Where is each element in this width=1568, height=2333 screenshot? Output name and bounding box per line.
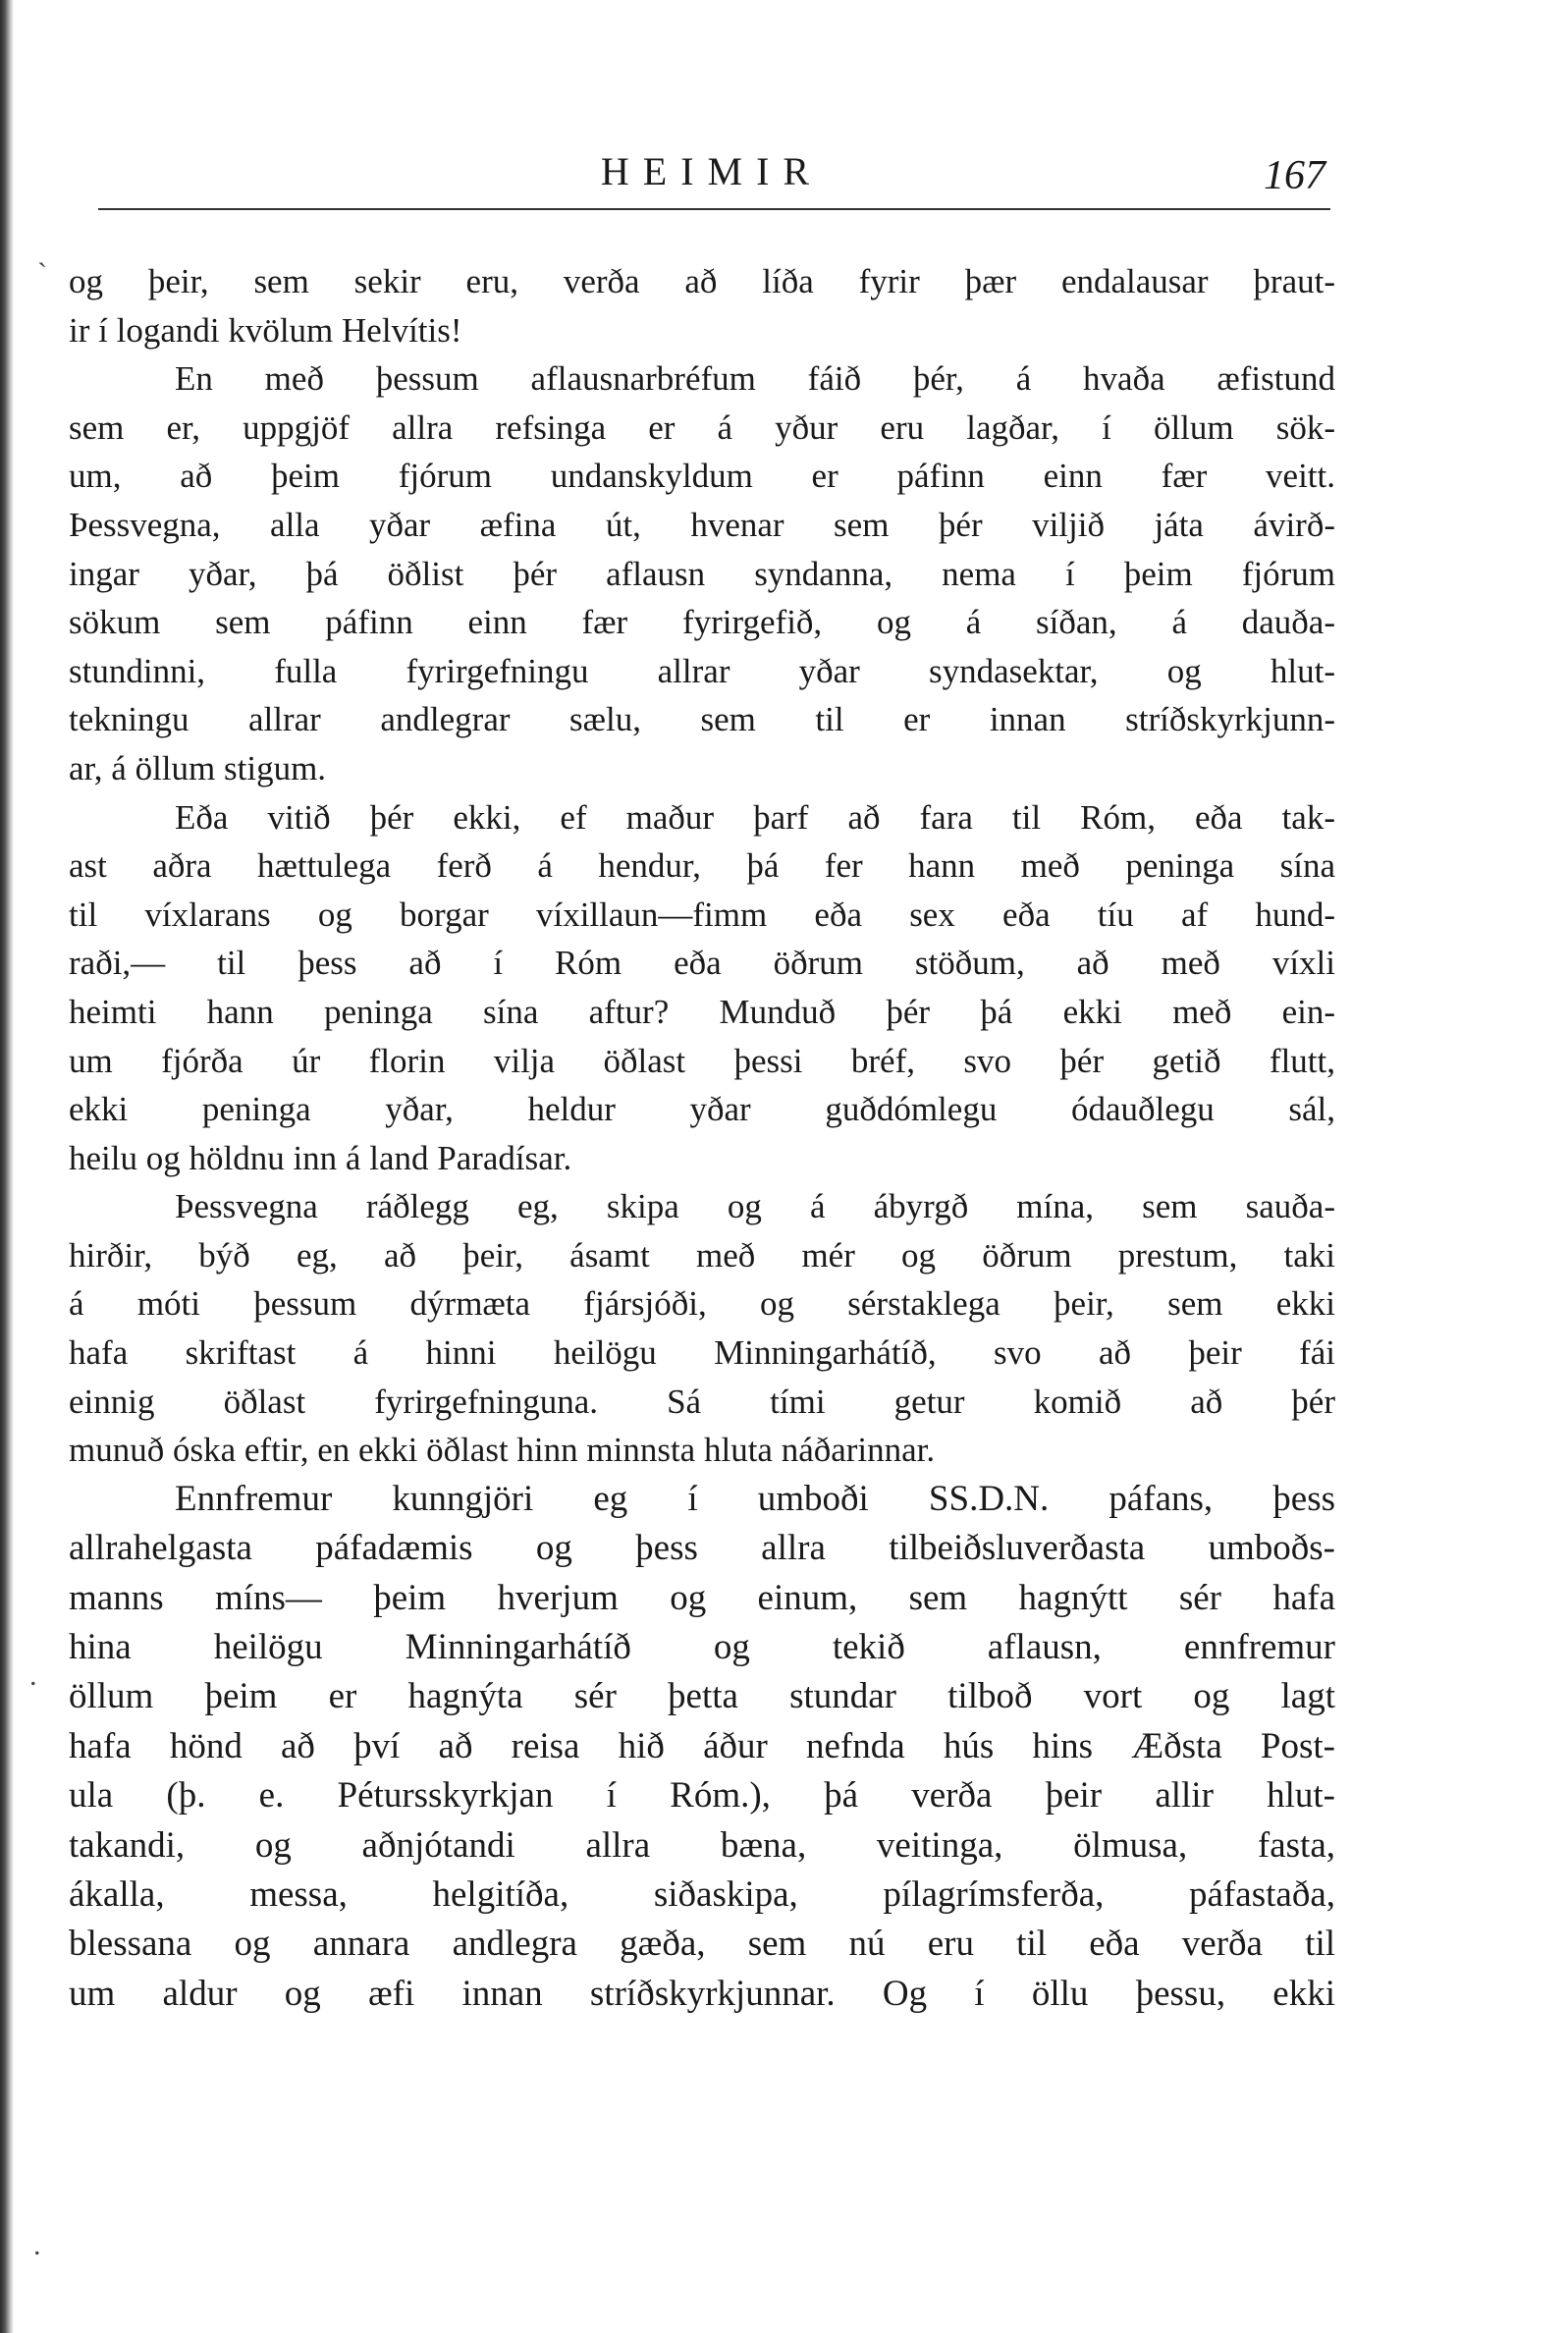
text-line: En með þessum aflausnarbréfum fáið þér, á hvaða æfistund bbox=[175, 359, 1335, 399]
text-line: öllum þeim er hagnýta sér þetta stundar tilboð vort og lagt bbox=[69, 1676, 1335, 1717]
text-line: ingar yðar, þá öðlist þér aflausn syndanna, nema í þeim fjórum bbox=[69, 554, 1335, 593]
paragraph bbox=[69, 793, 1335, 1183]
text-line: um, að þeim fjórum undanskyldum er páfinn einn fær veitt. bbox=[69, 457, 1335, 496]
text-group bbox=[69, 257, 1335, 1475]
paragraph bbox=[69, 1182, 1335, 1475]
text-line: hirðir, býð eg, að þeir, ásamt með mér og öðrum prestum, taki bbox=[69, 1235, 1335, 1275]
margin-mark: ` bbox=[37, 257, 47, 290]
text-line: takandi, og aðnjótandi allra bæna, veitinga, ölmusa, fasta, bbox=[69, 1824, 1335, 1866]
text-line: ákalla, messa, helgitíða, siðaskipa, pílagrímsferða, páfastaða, bbox=[69, 1873, 1335, 1915]
text-line: sökum sem páfinn einn fær fyrirgefið, og á síðan, á dauða- bbox=[69, 603, 1335, 642]
text-line: manns míns— þeim hverjum og einum, sem hagnýtt sér hafa bbox=[69, 1577, 1335, 1618]
body-text bbox=[69, 257, 1335, 2019]
text-line: hafa skriftast á hinni heilögu Minningarhátíð, svo að þeir fái bbox=[69, 1333, 1335, 1373]
text-line: ir í logandi kvölum Helvítis! bbox=[69, 310, 462, 350]
text-line: raði,— til þess að í Róm eða öðrum stöðum, að með víxli bbox=[69, 944, 1335, 983]
header-rule bbox=[98, 208, 1330, 210]
text-line: ekki peninga yðar, heldur yðar guðdómlegu ódauðlegu sál, bbox=[69, 1090, 1335, 1129]
binding-edge bbox=[0, 0, 14, 2333]
running-head bbox=[98, 147, 1325, 206]
text-line: tekningu allrar andlegrar sælu, sem til er innan stríðskyrkjunn- bbox=[69, 700, 1335, 739]
text-line: allrahelgasta páfadæmis og þess allra tilbeiðsluverðasta umboðs- bbox=[69, 1528, 1335, 1569]
paragraph bbox=[69, 1475, 1335, 2019]
text-line: einnig öðlast fyrirgefninguna. Sá tími getur komið að þér bbox=[69, 1382, 1335, 1421]
text-line: sem er, uppgjöf allra refsinga er á yður eru lagðar, í öllum sök- bbox=[69, 407, 1335, 447]
text-line: til víxlarans og borgar víxillaun—fimm eða sex eða tíu af hund- bbox=[69, 895, 1335, 934]
paragraph bbox=[69, 354, 1335, 792]
text-line: Ennfremur kunngjöri eg í umboði SS.D.N. páfans, þess bbox=[175, 1478, 1335, 1519]
text-line: hafa hönd að því að reisa hið áður nefnda hús hins Æðsta Post- bbox=[69, 1725, 1335, 1766]
text-line: blessana og annara andlegra gæða, sem nú eru til eða verða til bbox=[69, 1924, 1335, 1965]
text-line: Eða vitið þér ekki, ef maður þarf að fara til Róm, eða tak- bbox=[175, 797, 1335, 837]
text-line: heilu og höldnu inn á land Paradísar. bbox=[69, 1138, 572, 1177]
text-line: um fjórða úr florin vilja öðlast þessi bréf, svo þér getið flutt, bbox=[69, 1041, 1335, 1080]
paragraph bbox=[69, 257, 1335, 354]
text-line: ast aðra hættulega ferð á hendur, þá fer hann með peninga sína bbox=[69, 846, 1335, 886]
margin-mark: . bbox=[33, 2229, 41, 2261]
text-line: heimti hann peninga sína aftur? Munduð þér þá ekki með ein- bbox=[69, 992, 1335, 1031]
text-line: hina heilögu Minningarhátíð og tekið aflausn, ennfremur bbox=[69, 1627, 1335, 1668]
text-line: Þessvegna, alla yðar æfina út, hvenar sem þér viljið játa ávirð- bbox=[69, 505, 1335, 544]
text-group bbox=[69, 1475, 1335, 2019]
page-number: 167 bbox=[1264, 153, 1325, 198]
text-line: um aldur og æfi innan stríðskyrkjunnar. Og í öllu þessu, ekki bbox=[69, 1973, 1335, 2014]
margin-mark: . bbox=[29, 1659, 37, 1692]
text-line: ula (þ. e. Pétursskyrkjan í Róm.), þá verða þeir allir hlut- bbox=[69, 1775, 1335, 1817]
text-line: Þessvegna ráðlegg eg, skipa og á ábyrgð mína, sem sauða- bbox=[175, 1187, 1335, 1226]
text-line: stundinni, fulla fyrirgefningu allrar yðar syndasektar, og hlut- bbox=[69, 651, 1335, 690]
text-line: munuð óska eftir, en ekki öðlast hinn minnsta hluta náðarinnar. bbox=[69, 1431, 936, 1470]
text-line: á móti þessum dýrmæta fjársjóði, og sérstaklega þeir, sem ekki bbox=[69, 1284, 1335, 1324]
running-title: HEIMIR bbox=[600, 149, 824, 193]
text-line: og þeir, sem sekir eru, verða að líða fyrir þær endalausar þraut- bbox=[69, 262, 1335, 300]
text-line: ar, á öllum stigum. bbox=[69, 748, 327, 787]
